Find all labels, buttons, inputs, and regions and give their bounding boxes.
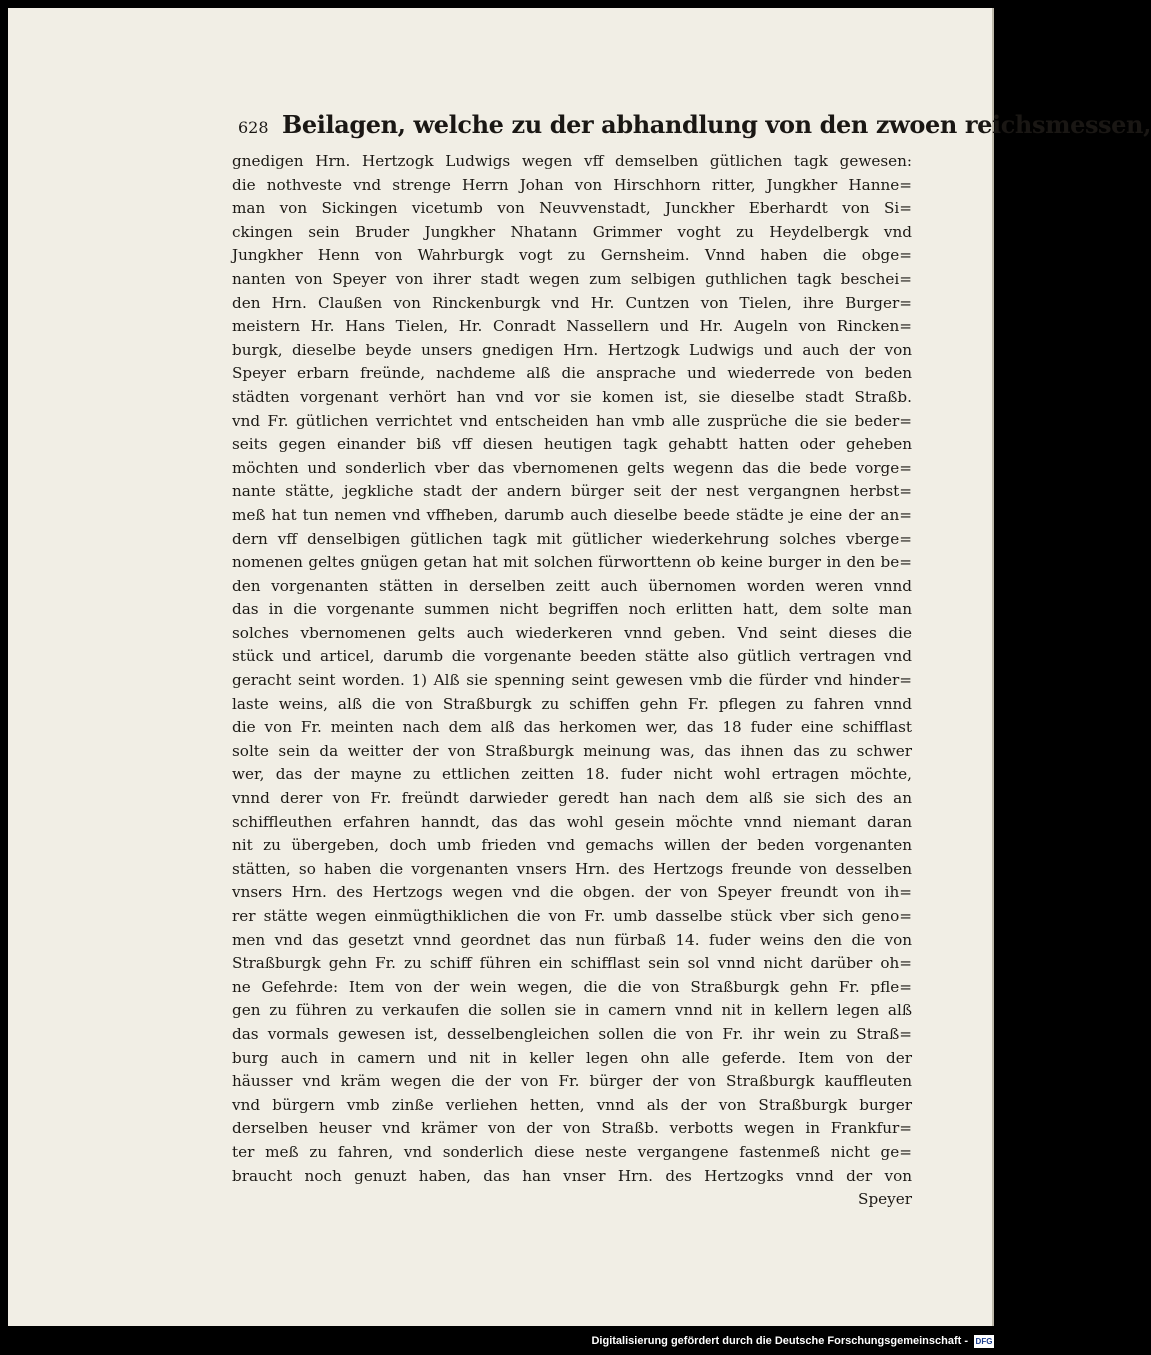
text-line: solches vbernomenen gelts auch wiederkeren vnnd geben. Vnd seint dieses die — [232, 623, 912, 642]
text-line: vnsers Hrn. des Hertzogs wegen vnd die obgen. der von Speyer freundt von ih= — [232, 883, 912, 902]
text-line: das in die vorgenante summen nicht begriffen noch erlitten hatt, dem solte man — [232, 600, 912, 619]
text-line: das vormals gewesen ist, desselbengleichen sollen die von Fr. ihr wein zu Straß= — [232, 1024, 912, 1043]
text-line: städten vorgenant verhört han vnd vor sie komen ist, sie dieselbe stadt Straßb. — [232, 387, 912, 406]
text-line: meß hat tun nemen vnd vffheben, darumb auch dieselbe beede städte je eine der an= — [232, 505, 912, 524]
text-line: wer, das der mayne zu ettlichen zeitten 18. fuder nicht wohl ertragen möchte, — [232, 765, 912, 784]
text-line: Speyer erbarn freünde, nachdeme alß die ansprache und wiederrede von beden — [232, 364, 912, 383]
body-text — [232, 150, 912, 1212]
text-line: Jungkher Henn von Wahrburgk vogt zu Gernsheim. Vnnd haben die obge= — [232, 246, 912, 265]
text-line: schiffleuthen erfahren hanndt, das das wohl gesein möchte vnnd niemant daran — [232, 812, 912, 831]
text-line: laste weins, alß die von Straßburgk zu schiffen gehn Fr. pflegen zu fahren vnnd — [232, 694, 912, 713]
text-line: vnd Fr. gütlichen verrichtet vnd entscheiden han vmb alle zusprüche die sie beder= — [232, 411, 912, 430]
text-line: burgk, dieselbe beyde unsers gnedigen Hrn. Hertzogk Ludwigs und auch der von — [232, 340, 912, 359]
page-header — [238, 110, 1151, 142]
text-line: gen zu führen zu verkaufen die sollen sie in camern vnnd nit in kellern legen alß — [232, 1001, 912, 1020]
catchword: Speyer — [858, 1190, 912, 1209]
text-line: die nothveste vnd strenge Herrn Johan von Hirschhorn ritter, Jungkher Hanne= — [232, 175, 912, 194]
text-line: men vnd das gesetzt vnnd geordnet das nun fürbaß 14. fuder weins den die von — [232, 930, 912, 949]
text-line: stätten, so haben die vorgenanten vnsers Hrn. des Hertzogs freunde von desselben — [232, 859, 912, 878]
text-line: burg auch in camern und nit in keller legen ohn alle geferde. Item von der — [232, 1048, 912, 1067]
text-line: ckingen sein Bruder Jungkher Nhatann Grimmer voght zu Heydelbergk vnd — [232, 222, 912, 241]
text-line: stück und articel, darumb die vorgenante beeden stätte also gütlich vertragen vnd — [232, 647, 912, 666]
footer-bar — [0, 1329, 1000, 1355]
dfg-logo: DFG — [975, 1337, 993, 1346]
text-line: häusser vnd kräm wegen die der von Fr. bürger der von Straßburgk kauffleuten — [232, 1072, 912, 1091]
text-line: nit zu übergeben, doch umb frieden vnd gemachs willen der beden vorgenanten — [232, 836, 912, 855]
text-line: ne Gefehrde: Item von der wein wegen, die die von Straßburgk gehn Fr. pfle= — [232, 977, 912, 996]
text-line: solte sein da weitter der von Straßburgk meinung was, das ihnen das zu schwer — [232, 741, 912, 760]
text-line: nante stätte, jegkliche stadt der andern bürger seit der nest vergangnen herbst= — [232, 482, 912, 501]
text-line: die von Fr. meinten nach dem alß das herkomen wer, das 18 fuder eine schifflast — [232, 718, 912, 737]
text-line: nanten von Speyer von ihrer stadt wegen zum selbigen guthlichen tagk beschei= — [232, 269, 912, 288]
text-line: vnd bürgern vmb zinße verliehen hetten, vnnd als der von Straßburgk burger — [232, 1095, 912, 1114]
text-line: den vorgenanten stätten in derselben zeitt auch übernomen worden weren vnnd — [232, 576, 912, 595]
running-title: Beilagen, welche zu der abhandlung von den zwoen reichsmessen, — [282, 110, 1151, 139]
page-number: 628 — [238, 118, 269, 137]
text-line: vnnd derer von Fr. freündt darwieder geredt han nach dem alß sie sich des an — [232, 789, 912, 808]
text-line: gnedigen Hrn. Hertzogk Ludwigs wegen vff demselben gütlichen tagk gewesen: — [232, 152, 912, 170]
text-line: Straßburgk gehn Fr. zu schiff führen ein schifflast sein sol vnnd nicht darüber oh= — [232, 954, 912, 973]
footer-credit: Digitalisierung gefördert durch die Deutsche Forschungsgemeinschaft - — [591, 1335, 968, 1347]
text-line: ter meß zu fahren, vnd sonderlich diese neste vergangene fastenmeß nicht ge= — [232, 1142, 912, 1161]
text-line: man von Sickingen vicetumb von Neuvvenstadt, Junckher Eberhardt von Si= — [232, 199, 912, 218]
text-line: dern vff denselbigen gütlichen tagk mit gütlicher wiederkehrung solches vberge= — [232, 529, 912, 548]
text-line: derselben heuser vnd krämer von der von Straßb. verbotts wegen in Frankfur= — [232, 1119, 912, 1138]
text-line: den Hrn. Claußen von Rinckenburgk vnd Hr. Cuntzen von Tielen, ihre Burger= — [232, 293, 912, 312]
text-line: nomenen geltes gnügen getan hat mit solchen fürworttenn ob keine burger in den be= — [232, 553, 912, 572]
text-line: seits gegen einander biß vff diesen heutigen tagk gehabtt hatten oder geheben — [232, 435, 912, 454]
text-line: meistern Hr. Hans Tielen, Hr. Conradt Nassellern und Hr. Augeln von Rincken= — [232, 317, 912, 336]
text-line: möchten und sonderlich vber das vbernomenen gelts wegenn das die bede vorge= — [232, 458, 912, 477]
text-line: braucht noch genuzt haben, das han vnser Hrn. des Hertzogks vnnd der von — [232, 1166, 912, 1185]
text-line: geracht seint worden. 1) Alß sie spenning seint gewesen vmb die fürder vnd hinder= — [232, 671, 912, 690]
text-line: rer stätte wegen einmügthiklichen die von Fr. umb dasselbe stück vber sich geno= — [232, 907, 912, 925]
